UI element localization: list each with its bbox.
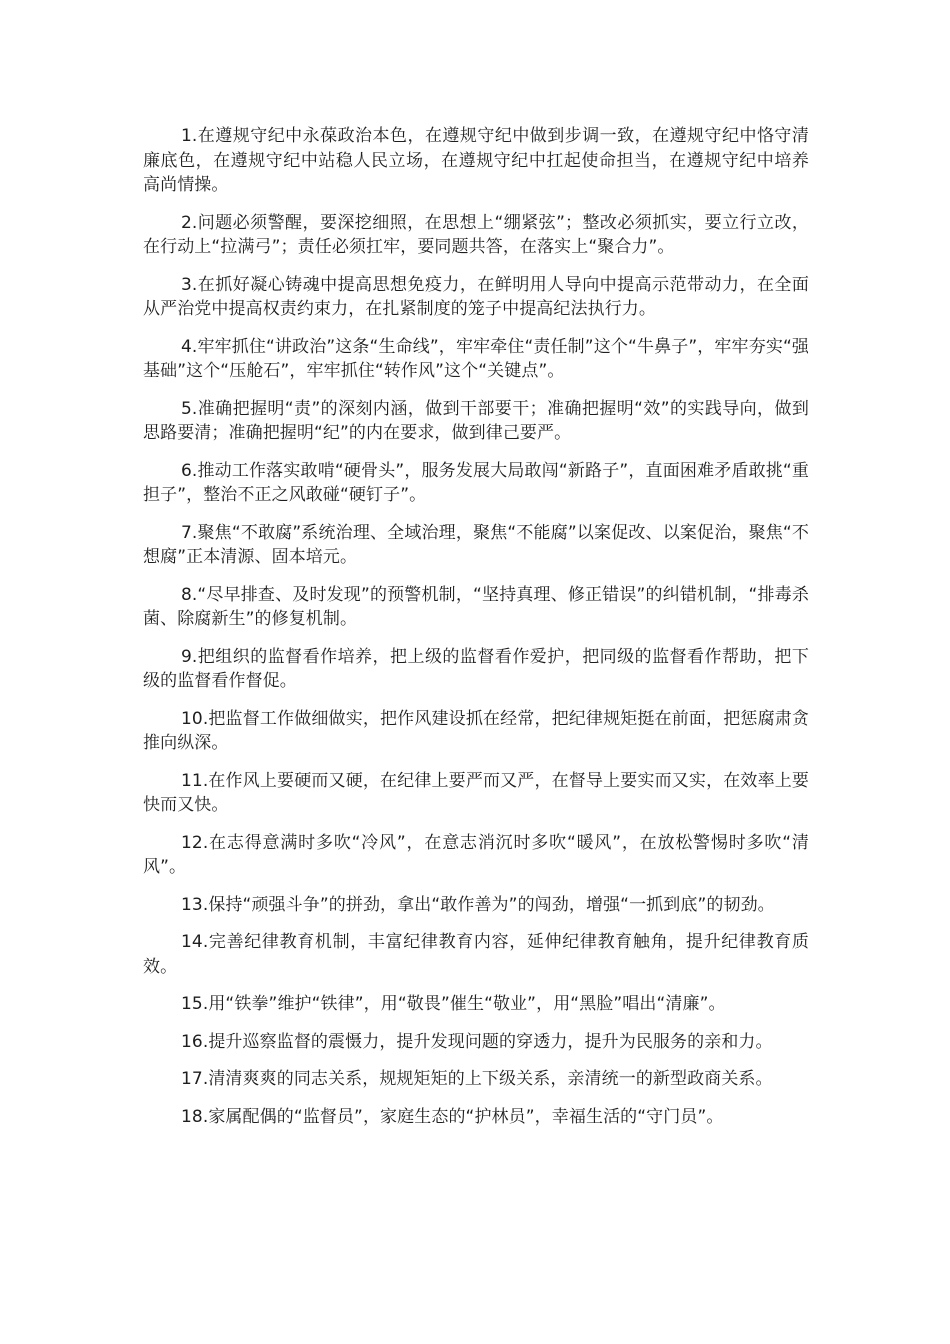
paragraph-14: 14.完善纪律教育机制，丰富纪律教育内容，延伸纪律教育触角，提升纪律教育质效。: [143, 932, 809, 977]
paragraph-4: 4.牢牢抓住“讲政治”这条“生命线”，牢牢牵住“责任制”这个“牛鼻子”，牢牢夯实“强基础”这个“压舱石”，牢牢抓住“转作风”这个“关键点”。: [143, 336, 809, 381]
paragraph-1: 1.在遵规守纪中永葆政治本色，在遵规守纪中做到步调一致，在遵规守纪中恪守清廉底色，在遵规守纪中站稳人民立场，在遵规守纪中扛起使命担当，在遵规守纪中培养高尚情操。: [143, 126, 809, 195]
document-body: [143, 124, 809, 1142]
paragraph-15: 15.用“铁拳”维护“铁律”，用“敬畏”催生“敬业”，用“黑脸”唱出“清廉”。: [181, 994, 726, 1014]
paragraph-3: 3.在抓好凝心铸魂中提高思想免疫力，在鲜明用人导向中提高示范带动力，在全面从严治党中提高权责约束力，在扎紧制度的笼子中提高纪法执行力。: [143, 274, 809, 319]
paragraph-17: 17.清清爽爽的同志关系，规规矩矩的上下级关系，亲清统一的新型政商关系。: [181, 1069, 773, 1089]
paragraph-13: 13.保持“顽强斗争”的拼劲，拿出“敢作善为”的闯劲，增强“一抓到底”的韧劲。: [181, 894, 775, 915]
paragraph-8: 8.“尽早排查、及时发现”的预警机制，“坚持真理、修正错误”的纠错机制，“排毒杀菌、除腐新生”的修复机制。: [143, 584, 809, 629]
paragraph-18: 18.家属配偶的“监督员”，家庭生态的“护林员”，幸福生活的“守门员”。: [181, 1106, 724, 1127]
paragraph-6: 6.推动工作落实敢啃“硬骨头”，服务发展大局敢闯“新路子”，直面困难矛盾敢挑“重担子”，整治不正之风敢碰“硬钉子”。: [143, 460, 809, 505]
paragraph-10: 10.把监督工作做细做实，把作风建设抓在经常，把纪律规矩挺在前面，把惩腐肃贪推向纵深。: [143, 708, 809, 753]
paragraph-9: 9.把组织的监督看作培养，把上级的监督看作爱护，把同级的监督看作帮助，把下级的监督看作督促。: [143, 646, 809, 691]
paragraph-5: 5.准确把握明“责”的深刻内涵，做到干部要干；准确把握明“效”的实践导向，做到思路要清；准确把握明“纪”的内在要求，做到律己要严。: [143, 398, 809, 443]
paragraph-2: 2.问题必须警醒，要深挖细照，在思想上“绷紧弦”；整改必须抓实，要立行立改，在行动上“拉满弓”；责任必须扛牢，要同题共答，在落实上“聚合力”。: [143, 212, 809, 257]
paragraph-11: 11.在作风上要硬而又硬，在纪律上要严而又严，在督导上要实而又实，在效率上要快而又快。: [143, 770, 809, 815]
paragraph-7: 7.聚焦“不敢腐”系统治理、全域治理，聚焦“不能腐”以案促改、以案促治，聚焦“不想腐”正本清源、固本培元。: [143, 522, 809, 567]
paragraph-16: 16.提升巡察监督的震慑力，提升发现问题的穿透力，提升为民服务的亲和力。: [181, 1031, 773, 1052]
paragraph-12: 12.在志得意满时多吹“冷风”，在意志消沉时多吹“暖风”，在放松警惕时多吹“清风”。: [143, 832, 809, 877]
